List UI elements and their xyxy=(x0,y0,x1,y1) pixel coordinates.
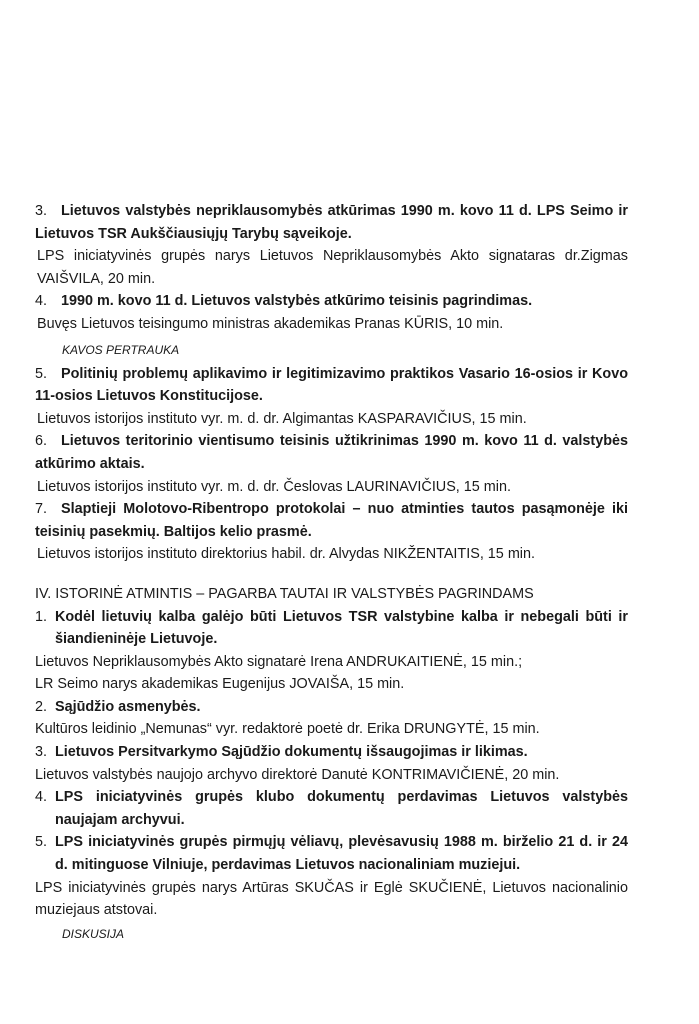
item-title: 1990 m. kovo 11 d. Lietuvos valstybės atkūrimo teisinis pagrindimas. xyxy=(61,293,533,310)
item-number: 7. xyxy=(35,501,48,518)
item-number: 2. xyxy=(35,698,48,715)
item-title: Politinių problemų aplikavimo ir legitimizavimo praktikos Vasario 16-osios ir Kovo 11-osios Lietuvos Konstitucijose. xyxy=(35,365,628,405)
item-title: Lietuvos Persitvarkymo Sąjūdžio dokumentų išsaugojimas ir likimas. xyxy=(55,744,528,761)
speaker-info: Lietuvos Nepriklausomybės Akto signatarė Irena ANDRUKAITIENĖ, 15 min.; xyxy=(35,653,523,670)
item-number: 3. xyxy=(35,203,48,219)
speaker-info: LPS iniciatyvinės grupės narys Lietuvos Nepriklausomybės Akto signataras dr.Zigmas VAIŠVILA, 20 min. xyxy=(37,248,628,287)
section4-item-3 xyxy=(35,741,628,764)
speaker-info: LPS iniciatyvinės grupės narys Artūras SKUČAS ir Eglė SKUČIENĖ, Lietuvos nacionalinio muziejaus atstovai. xyxy=(35,879,628,919)
item-number: 4. xyxy=(35,789,48,806)
coffee-break-label: KAVOS PERTRAUKA xyxy=(62,342,180,357)
agenda-item-4 xyxy=(35,290,628,313)
speaker-info: Lietuvos istorijos instituto vyr. m. d. dr. Česlovas LAURINAVIČIUS, 15 min. xyxy=(37,478,511,495)
item-number: 5. xyxy=(35,834,48,851)
section4-item-4 xyxy=(35,786,628,831)
item-title: LPS iniciatyvinės grupės pirmųjų vėliavų, plevėsavusių 1988 m. birželio 21 d. ir 24 d. mitinguose Vilniuje, perdavimas Lietuvos nacionaliniam muziejui. xyxy=(55,834,628,874)
agenda-item-5 xyxy=(35,363,628,408)
item-number: 3. xyxy=(35,744,48,761)
item-title: Lietuvos teritorinio vientisumo teisinis užtikrinimas 1990 m. kovo 11 d. valstybės atkūrimo aktais. xyxy=(35,433,628,472)
section-heading: IV. ISTORINĖ ATMINTIS – PAGARBA TAUTAI IR VALSTYBĖS PAGRINDAMS xyxy=(35,585,534,602)
item-title: Lietuvos valstybės nepriklausomybės atkūrimas 1990 m. kovo 11 d. LPS Seimo ir Lietuvos TSR Aukščiausiųjų Tarybų sąveikoje. xyxy=(35,203,628,242)
item-title: Kodėl lietuvių kalba galėjo būti Lietuvos TSR valstybine kalba ir nebegali būti ir šiandieninėje Lietuvoje. xyxy=(55,608,628,648)
section4-item-5 xyxy=(35,831,628,876)
section4-item-2 xyxy=(35,696,628,719)
item-title: LPS iniciatyvinės grupės klubo dokumentų perdavimas Lietuvos valstybės naujajam archyvui. xyxy=(55,789,628,828)
item-number: 5. xyxy=(35,365,48,382)
agenda-item-7 xyxy=(35,498,628,543)
item-number: 6. xyxy=(35,433,48,450)
agenda-item-6 xyxy=(35,430,628,475)
agenda-item-3 xyxy=(35,200,628,245)
item-number: 4. xyxy=(35,293,48,310)
discussion-label: DISKUSIJA xyxy=(62,926,125,941)
speaker-info: Kultūros leidinio „Nemunas“ vyr. redaktorė poetė dr. Erika DRUNGYTĖ, 15 min. xyxy=(35,721,540,738)
item-number: 1. xyxy=(35,608,48,625)
speaker-info: Lietuvos istorijos instituto vyr. m. d. dr. Algimantas KASPARAVIČIUS, 15 min. xyxy=(37,410,527,427)
speaker-info: Lietuvos istorijos instituto direktorius habil. dr. Alvydas NIKŽENTAITIS, 15 min. xyxy=(37,546,536,563)
speaker-info: Lietuvos valstybės naujojo archyvo direktorė Danutė KONTRIMAVIČIENĖ, 20 min. xyxy=(35,766,560,783)
program-content xyxy=(35,200,628,947)
item-title: Sąjūdžio asmenybės. xyxy=(55,698,201,715)
item-title: Slaptieji Molotovo-Ribentropo protokolai – nuo atminties tautos pasąmonėje iki teisinių pasekmių. Baltijos kelio prasmė. xyxy=(35,501,628,540)
speaker-info: LR Seimo narys akademikas Eugenijus JOVAIŠA, 15 min. xyxy=(35,676,405,693)
section4-item-1 xyxy=(35,606,628,651)
speaker-info: Buvęs Lietuvos teisingumo ministras akademikas Pranas KŪRIS, 10 min. xyxy=(37,315,504,332)
